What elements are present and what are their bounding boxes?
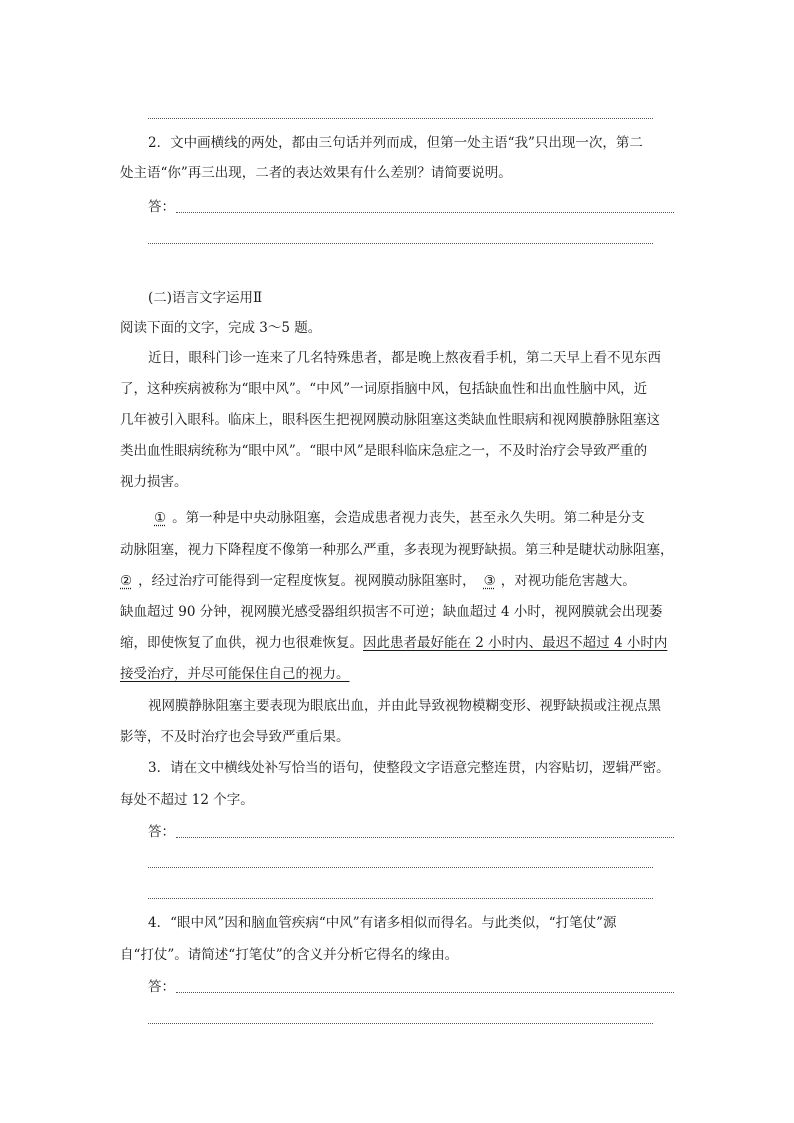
answer-label: 答： bbox=[148, 199, 175, 215]
passage-p2-line-5a: 缩，即使恢复了血供，视力也很难恢复。 bbox=[120, 635, 363, 651]
answer-line[interactable] bbox=[176, 212, 674, 213]
answer-line[interactable] bbox=[176, 837, 674, 838]
blank-3[interactable] bbox=[476, 571, 501, 591]
passage-p2-line-3-mid: ，经过治疗可能得到一定程度恢复。视网膜动脉阻塞时， bbox=[138, 573, 476, 589]
answer-line[interactable] bbox=[148, 1023, 653, 1024]
answer-line[interactable] bbox=[148, 867, 653, 868]
blank-2[interactable] bbox=[120, 571, 138, 591]
passage-p2-line-3-end: ，对视功能危害越大。 bbox=[500, 573, 636, 589]
answer-line[interactable] bbox=[176, 992, 674, 993]
passage-p1-line-4: 类出血性眼病统称为“眼中风”。“眼中风”是眼科临床急症之一，不及时治疗会导致严重的 bbox=[120, 443, 648, 459]
passage-p2-line-2: 动脉阻塞，视力下降程度不像第一种那么严重，多表现为视野缺损。第三种是睫状动脉阻塞， bbox=[120, 542, 674, 558]
blank-3-label: ③ bbox=[483, 573, 496, 589]
question-3-text-line-1: 3．请在文中横线处补写恰当的语句，使整段文字语意完整连贯，内容贴切，逻辑严密。 bbox=[148, 760, 670, 776]
question-2-text-line-2: 处主语“你”再三出现，二者的表达效果有什么差别？请简要说明。 bbox=[120, 165, 512, 181]
passage-p1-line-5: 视力损害。 bbox=[120, 474, 188, 490]
question-3-text-line-2: 每处不超过 12 个字。 bbox=[120, 792, 254, 808]
passage-p2-line-1-text: 。第一种是中央动脉阻塞，会造成患者视力丧失，甚至永久失明。第二种是分支 bbox=[172, 510, 645, 526]
passage-p2-line-1 bbox=[148, 508, 688, 528]
section-instruction: 阅读下面的文字，完成 3～5 题。 bbox=[120, 320, 322, 336]
blank-1-label: ① bbox=[154, 510, 167, 526]
blank-1[interactable] bbox=[148, 508, 172, 528]
section-title: (二)语言文字运用Ⅱ bbox=[148, 290, 263, 306]
passage-p3-line-2: 影等，不及时治疗也会导致严重后果。 bbox=[120, 729, 350, 745]
answer-line[interactable] bbox=[148, 898, 653, 899]
passage-p2-line-5 bbox=[120, 633, 680, 653]
passage-p2-line-3 bbox=[120, 571, 680, 591]
passage-p2-line-4: 缺血超过 90 分钟，视网膜光感受器组织损害不可逆；缺血超过 4 小时，视网膜就会出现萎 bbox=[120, 604, 663, 620]
passage-p1-line-1: 近日，眼科门诊一连来了几名特殊患者，都是晚上熬夜看手机，第二天早上看不见东西 bbox=[148, 350, 661, 366]
question-4-text-line-2: 自“打仗”。请简述“打笔仗”的含义并分析它得名的缘由。 bbox=[120, 947, 459, 963]
blank-2-label: ② bbox=[120, 573, 133, 589]
answer-label: 答： bbox=[148, 824, 175, 840]
answer-line[interactable] bbox=[148, 118, 653, 119]
answer-label: 答： bbox=[148, 979, 175, 995]
passage-p3-line-1: 视网膜静脉阻塞主要表现为眼底出血，并由此导致视物模糊变形、视野缺损或注视点黑 bbox=[148, 698, 661, 714]
passage-p2-line-6 bbox=[120, 664, 680, 684]
underlined-sentence: 因此患者最好能在 2 小时内、最迟不超过 4 小时内 bbox=[363, 635, 668, 651]
underlined-sentence-end: 接受治疗，并尽可能保住自己的视力。 bbox=[120, 666, 350, 682]
answer-line[interactable] bbox=[148, 243, 653, 244]
passage-p1-line-2: 了，这种疾病被称为“眼中风”。“中风”一词原指脑中风，包括缺血性和出血性脑中风，近 bbox=[120, 381, 648, 397]
passage-p1-line-3: 几年被引入眼科。临床上，眼科医生把视网膜动脉阻塞这类缺血性眼病和视网膜静脉阻塞这 bbox=[120, 412, 660, 428]
question-4-text-line-1: 4．“眼中风”因和脑血管疾病“中风”有诸多相似而得名。与此类似，“打笔仗”源 bbox=[148, 915, 617, 931]
question-2-text-line-1: 2．文中画横线的两处，都由三句话并列而成，但第一处主语“我”只出现一次，第二 bbox=[148, 135, 643, 151]
